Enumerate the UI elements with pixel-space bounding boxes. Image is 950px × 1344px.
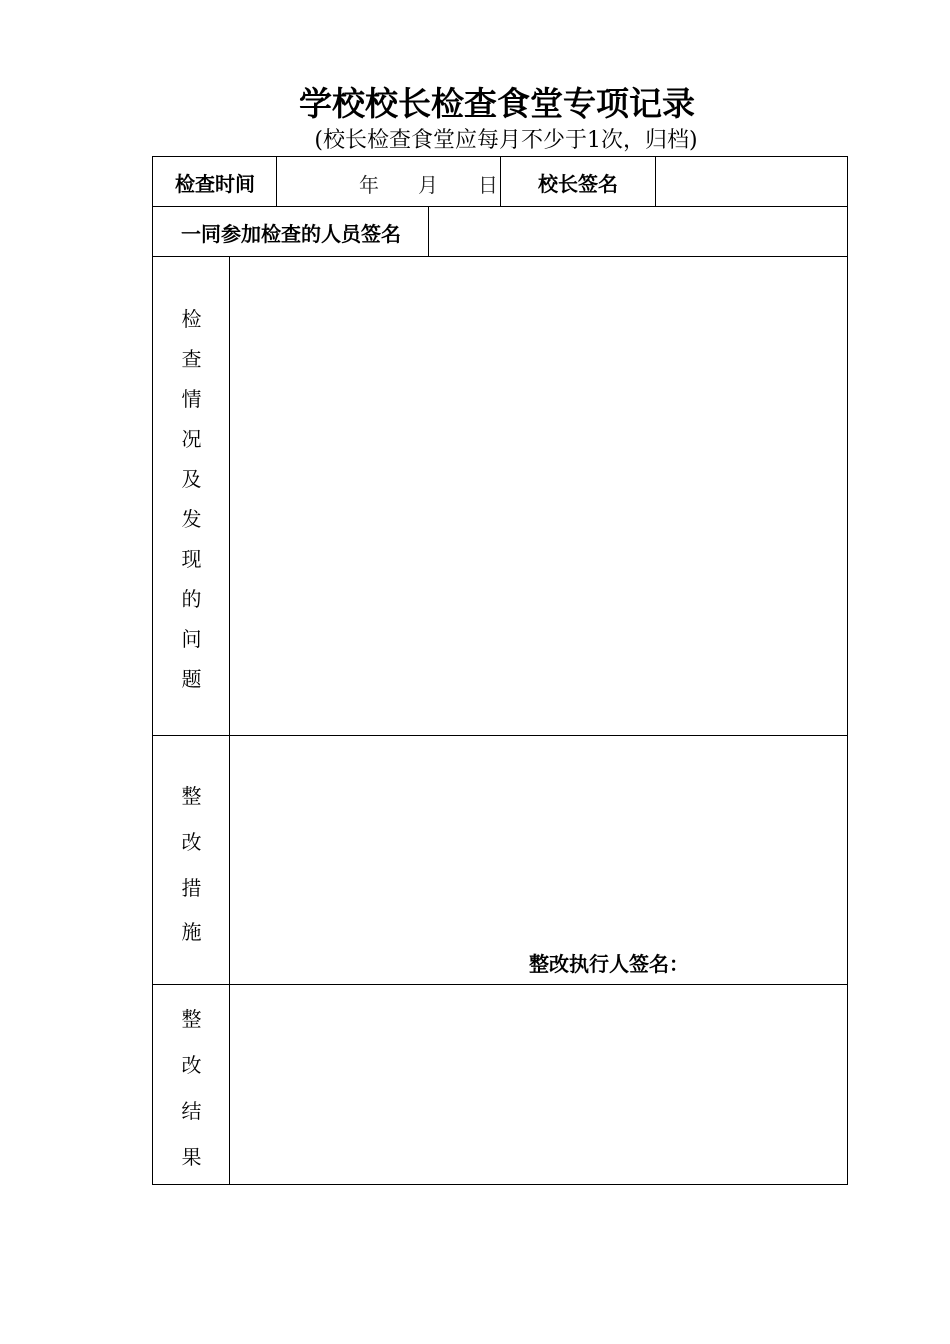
result-label-char: 整	[181, 1007, 202, 1031]
measures-label-char: 施	[181, 920, 202, 944]
inspection-time-label: 检查时间	[175, 171, 255, 196]
findings-label-char: 及	[181, 467, 202, 491]
date-year-label: 年	[359, 173, 379, 197]
findings-label	[153, 257, 230, 736]
table-divider	[428, 207, 429, 257]
table-divider	[229, 257, 230, 1184]
table-divider	[153, 256, 847, 257]
participants-signature-field[interactable]	[429, 207, 847, 257]
result-label-char: 结	[181, 1099, 202, 1123]
result-label	[153, 985, 230, 1184]
principal-signature-label: 校长签名	[538, 171, 618, 196]
measures-label-char: 整	[181, 784, 202, 808]
participants-label: 一同参加检查的人员签名	[181, 221, 401, 246]
table-divider	[655, 157, 656, 207]
findings-label-char: 发	[181, 507, 202, 531]
table-divider	[500, 157, 501, 207]
result-label-char: 改	[181, 1053, 202, 1077]
findings-label-char: 问	[181, 627, 202, 651]
date-day-label: 日	[478, 173, 498, 197]
findings-content-field[interactable]	[230, 257, 847, 736]
table-divider	[153, 735, 847, 736]
measures-label	[153, 736, 230, 985]
inspection-form-table	[152, 156, 848, 1185]
principal-signature-field[interactable]	[656, 157, 847, 207]
findings-label-char: 况	[181, 427, 202, 451]
measures-label-char: 措	[181, 876, 202, 900]
table-divider	[276, 157, 277, 207]
findings-label-char: 的	[181, 587, 202, 611]
result-content-field[interactable]	[230, 985, 847, 1184]
page-title: 学校校长检查食堂专项记录	[299, 84, 695, 123]
date-month-label: 月	[418, 173, 438, 197]
findings-label-char: 情	[181, 387, 202, 411]
page-subtitle: (校长检查食堂应每月不少于1次，归档)	[314, 128, 698, 153]
result-label-char: 果	[181, 1145, 202, 1169]
findings-label-char: 检	[181, 307, 202, 331]
table-divider	[153, 984, 847, 985]
findings-label-char: 题	[181, 667, 202, 691]
executor-signature-label: 整改执行人签名：	[529, 952, 689, 976]
findings-label-char: 查	[181, 347, 202, 371]
inspection-date-field[interactable]	[277, 157, 500, 207]
measures-label-char: 改	[181, 830, 202, 854]
findings-label-char: 现	[181, 547, 202, 571]
